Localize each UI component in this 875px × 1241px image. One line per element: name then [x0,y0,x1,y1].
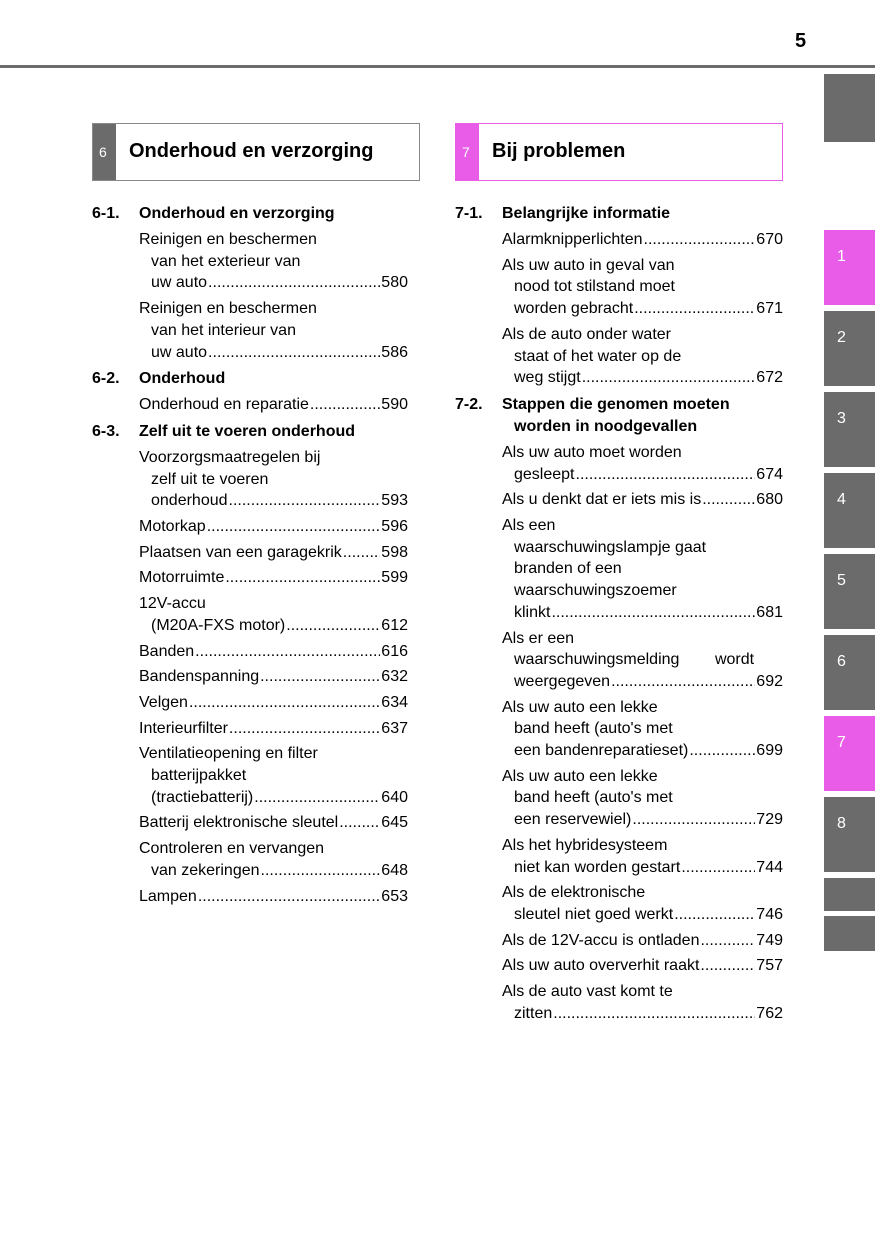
toc-entry-text: Alarmknipperlichten [502,231,643,248]
toc-entry-text: niet kan worden gestart [514,858,681,876]
toc-entry[interactable] [502,697,783,762]
toc-entry-last-line [139,542,408,564]
dot-leader [189,692,380,714]
toc-entry-page: 616 [381,642,408,660]
toc-entry[interactable] [502,930,783,952]
toc-entry-text: Als de elektronische [502,884,646,902]
toc-entry-page: 645 [381,814,408,832]
toc-entry-text: waarschuwingszoemer [514,582,677,600]
toc-entry-text: Als de auto onder water [502,325,671,343]
toc-entry-last-line [139,666,408,688]
toc-entry-text: staat of het water op de [514,347,682,365]
toc-entry-last-line [502,671,783,693]
toc-entry[interactable] [139,394,408,416]
toc-entry-text: van zekeringen [151,861,260,879]
chapter-tab-8[interactable]: 8 [824,797,875,872]
toc-entry-text: (M20A-FXS motor) [151,616,286,634]
toc-entry-last-line [502,809,783,831]
toc-group [92,368,408,416]
section-number-box: 7 [456,124,479,180]
toc-group-number: 6-3. [92,422,120,440]
toc-entry-last-line [502,857,783,879]
toc-entry-text: uw auto [151,274,208,292]
toc-entry-page: 744 [756,858,783,876]
toc-entry-page: 749 [756,931,783,949]
toc-group-number: 6-2. [92,370,120,388]
chapter-tab-1[interactable]: 1 [824,230,875,305]
dot-leader [339,812,380,834]
toc-entry-text: Ventilatieopening en filter [139,745,318,763]
toc-entry-page: 637 [381,719,408,737]
toc-entry-page: 590 [381,396,408,414]
toc-group-heading [92,421,408,443]
toc-entry[interactable] [139,516,408,538]
chapter-tab-blank[interactable] [824,74,875,142]
toc-entry-last-line [502,930,783,952]
toc-entry-page: 672 [756,369,783,387]
toc-column-right [455,203,783,1030]
toc-group [455,394,783,1025]
toc-entry-text: Reinigen en beschermen [139,300,317,318]
dot-leader [254,787,380,809]
toc-group-title [139,421,408,443]
toc-entry-text: Als uw auto oververhit raakt [502,957,700,975]
toc-entry-text: Bandenspanning [139,668,260,686]
toc-entry-text: Lampen [139,887,197,905]
dot-leader [689,740,755,762]
dot-leader [261,860,381,882]
toc-entry-page: 692 [756,672,783,690]
chapter-tab-7[interactable]: 7 [824,716,875,791]
toc-entry[interactable] [139,593,408,636]
toc-entry[interactable] [139,692,408,714]
toc-entry-last-line [139,342,408,364]
toc-group [92,421,408,907]
toc-entry-text: Plaatsen van een garagekrik [139,543,342,561]
toc-entry[interactable] [502,981,783,1024]
toc-entry-last-line [139,641,408,663]
dot-leader [260,666,380,688]
toc-entry-text: sleutel niet goed werkt [514,905,674,923]
toc-group-heading [92,368,408,390]
toc-entry-text: Als u denkt dat er iets mis is [502,491,702,509]
dot-leader [674,904,755,926]
dot-leader [208,342,380,364]
toc-entry-text: Banden [139,642,195,660]
toc-entry-page: 640 [381,788,408,806]
toc-entry-page: 593 [381,492,408,510]
toc-entry[interactable] [139,838,408,881]
toc-entry-page: 670 [756,231,783,248]
toc-entry[interactable] [502,882,783,925]
section-title: Onderhoud en verzorging [129,140,374,162]
toc-entry-text: branden of een [514,560,622,578]
toc-entry-text: weg stijgt [514,369,581,387]
dot-leader [632,809,755,831]
dot-leader [644,229,756,251]
toc-entry-page: 681 [756,603,783,621]
toc-entry-text: Als uw auto een lekke [502,767,658,785]
toc-entry-page: 674 [756,465,783,483]
toc-entry-last-line [502,298,783,320]
toc-entry-text: band heeft (auto's met [514,789,673,807]
toc-entry[interactable] [502,229,783,251]
toc-entry-last-line [502,367,783,389]
toc-entry[interactable] [502,766,783,831]
dot-leader [634,298,755,320]
toc-entry-page: 680 [756,491,783,509]
top-divider [0,65,875,68]
toc-entry-text: 12V-accu [139,595,206,613]
toc-entry-last-line [139,886,408,908]
chapter-tab-5[interactable]: 5 [824,554,875,629]
toc-group-title [139,368,408,390]
toc-entry-text: een reservewiel) [514,811,632,829]
toc-entry-text: Als de 12V-accu is ontladen [502,931,700,949]
toc-entry-page: 586 [381,343,408,361]
toc-entry-page: 653 [381,887,408,905]
toc-entry-page: 699 [756,742,783,760]
toc-entry[interactable] [502,255,783,320]
toc-entry-text: Als de auto vast komt te [502,983,673,1001]
dot-leader [208,272,380,294]
toc-entry-text: Voorzorgsmaatregelen bij [139,448,321,466]
toc-entry-page: 671 [756,300,783,318]
toc-group-title-line: Onderhoud en verzorging [139,205,335,222]
dot-leader [700,930,755,952]
toc-entry-text: Onderhoud en reparatie [139,396,309,414]
toc-group-number: 7-1. [455,205,483,222]
toc-entry-page: 648 [381,861,408,879]
toc-group [92,203,408,363]
toc-entry-last-line [139,718,408,740]
toc-entry-text: Motorruimte [139,569,225,587]
toc-entry-last-line [139,272,408,294]
toc-entry-text: (tractiebatterij) [151,788,254,806]
toc-entry[interactable] [139,666,408,688]
dot-leader [576,464,756,486]
toc-entry-text: batterijpakket [151,767,247,785]
section-header-6 [92,123,420,181]
chapter-tab-4[interactable]: 4 [824,473,875,548]
toc-entry[interactable] [502,515,783,624]
toc-entry-last-line [139,787,408,809]
toc-entry[interactable] [502,955,783,977]
dot-leader [702,489,755,511]
toc-entry-text: van het interieur van [151,321,296,339]
toc-entry-last-line [139,567,408,589]
toc-entry-last-line [502,489,783,511]
chapter-tab-3[interactable]: 3 [824,392,875,467]
toc-group-heading [455,203,783,225]
toc-entry-text: Batterij elektronische sleutel [139,814,339,832]
toc-entry-last-line [139,860,408,882]
toc-entry[interactable] [502,324,783,389]
dot-leader [310,394,380,416]
toc-entry-text: waarschuwingslampje gaat [514,538,707,556]
toc-group-number: 6-1. [92,205,120,222]
toc-group-number: 7-2. [455,395,483,413]
toc-entry-page: 580 [381,274,408,292]
toc-entry-page: 746 [756,905,783,923]
toc-entry-last-line [502,229,783,251]
toc-group-title [139,203,408,225]
toc-entry-text: Als een [502,517,556,535]
toc-entry-text: waarschuwingsmelding wordt [514,651,755,669]
dot-leader [207,516,381,538]
toc-entry-text: worden gebracht [514,300,634,318]
toc-entry-text: weergegeven [514,672,611,690]
toc-entry-last-line [139,812,408,834]
toc-entry[interactable] [139,447,408,512]
dot-leader [553,1003,755,1025]
dot-leader [343,542,381,564]
toc-entry-text: Controleren en vervangen [139,840,325,858]
toc-entry[interactable] [139,718,408,740]
dot-leader [286,615,380,637]
toc-entry[interactable] [139,542,408,564]
toc-group-title-line: worden in noodgevallen [514,417,698,435]
toc-entry[interactable] [139,886,408,908]
toc-entry-text: Interieurfilter [139,719,228,737]
chapter-tab-blank[interactable] [824,878,875,911]
toc-entry-text: Motorkap [139,518,206,536]
toc-entry[interactable] [139,229,408,294]
toc-entry[interactable] [139,641,408,663]
dot-leader [681,857,755,879]
dot-leader [198,886,380,908]
toc-entry-last-line [502,464,783,486]
toc-entry-text: Als het hybridesysteem [502,836,668,854]
toc-entry-text: gesleept [514,465,575,483]
chapter-tab-2[interactable]: 2 [824,311,875,386]
toc-entry-last-line [502,955,783,977]
toc-entry-text: Velgen [139,693,188,711]
toc-entry-page: 598 [381,543,408,561]
toc-entry[interactable] [502,835,783,878]
toc-entry-text: klinkt [514,603,551,621]
toc-entry-page: 599 [381,569,408,587]
toc-group-title-line: Zelf uit te voeren onderhoud [139,422,356,440]
toc-entry-text: band heeft (auto's met [514,720,673,738]
toc-entry-text: zelf uit te voeren [151,470,269,488]
toc-group-title-line: Belangrijke informatie [502,205,671,222]
dot-leader [551,602,755,624]
toc-entry[interactable] [502,442,783,485]
toc-entry-text: uw auto [151,343,208,361]
dot-leader [611,671,755,693]
toc-entry-text: van het exterieur van [151,252,301,270]
dot-leader [195,641,380,663]
toc-entry-text: onderhoud [151,492,228,510]
toc-entry[interactable] [139,743,408,808]
dot-leader [225,567,380,589]
toc-entry[interactable] [502,628,783,693]
toc-entry-last-line [139,615,408,637]
toc-group-title [502,203,783,225]
toc-entry-last-line [502,904,783,926]
toc-entry-text: Als uw auto moet worden [502,443,682,461]
page-number: 5 [795,30,807,52]
toc-group-title [502,394,783,438]
toc-entry-last-line [139,516,408,538]
section-header-7 [455,123,783,181]
toc-group-heading [455,394,783,438]
toc-column-left [92,203,408,912]
dot-leader [700,955,755,977]
toc-entry-page: 596 [381,518,408,536]
toc-entry-last-line [139,394,408,416]
section-title: Bij problemen [492,140,626,162]
toc-entry-text: Als uw auto in geval van [502,256,675,274]
toc-entry-text: Reinigen en beschermen [139,231,317,248]
toc-entry[interactable] [139,298,408,363]
toc-group [455,203,783,389]
toc-entry-last-line [502,740,783,762]
toc-group-heading [92,203,408,225]
toc-entry-text: een bandenreparatieset) [514,742,689,760]
dot-leader [229,718,380,740]
toc-entry[interactable] [502,489,783,511]
toc-entry[interactable] [139,567,408,589]
toc-entry-page: 729 [756,811,783,829]
toc-entry-page: 612 [381,616,408,634]
toc-group-title-line: Stappen die genomen moeten [502,395,730,413]
toc-entry-text: Als er een [502,629,575,647]
toc-entry-text: Als uw auto een lekke [502,698,658,716]
toc-entry-text: nood tot stilstand moet [514,278,675,296]
toc-group-title-line: Onderhoud [139,370,226,388]
chapter-tab-blank[interactable] [824,916,875,951]
toc-entry[interactable] [139,812,408,834]
toc-entry-last-line [139,692,408,714]
toc-entry-page: 762 [756,1004,783,1022]
toc-entry-last-line [502,1003,783,1025]
section-number-box: 6 [93,124,116,180]
dot-leader [582,367,756,389]
toc-entry-last-line [139,490,408,512]
dot-leader [229,490,381,512]
toc-entry-page: 632 [381,668,408,686]
chapter-tab-6[interactable]: 6 [824,635,875,710]
toc-entry-page: 757 [756,957,783,975]
toc-entry-text: zitten [514,1004,553,1022]
toc-entry-page: 634 [381,693,408,711]
toc-entry-last-line [502,602,783,624]
